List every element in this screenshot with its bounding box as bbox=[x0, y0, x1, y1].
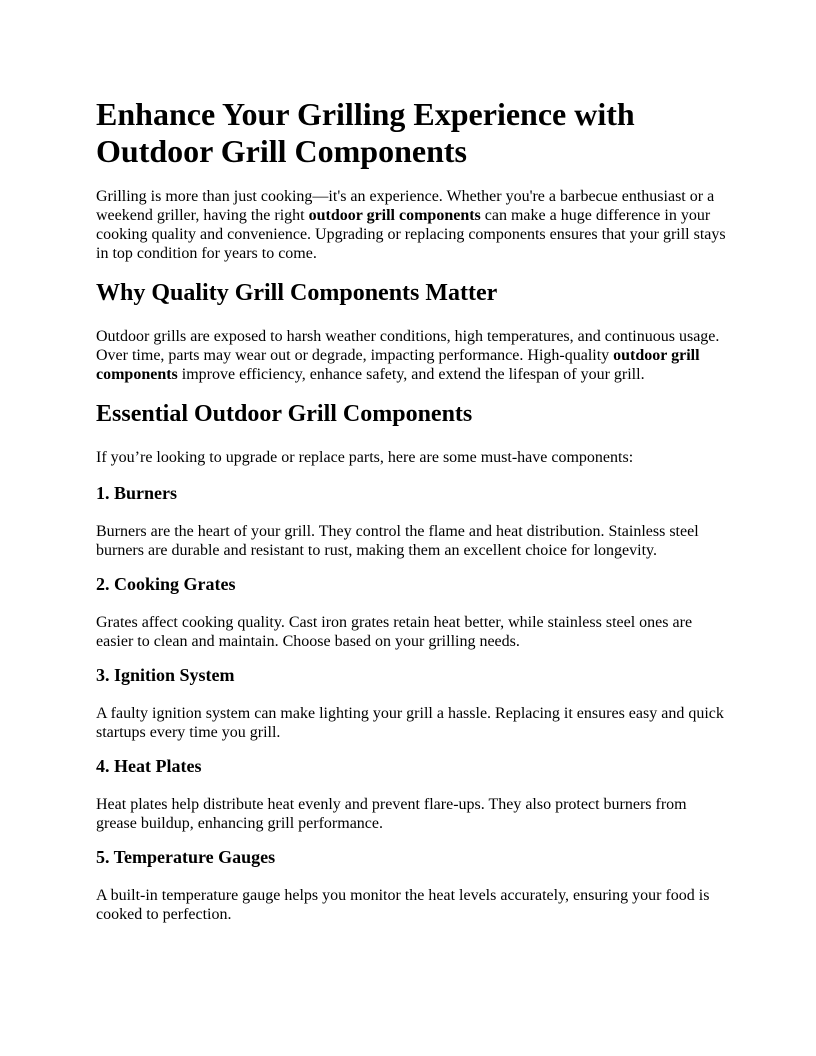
why-heading: Why Quality Grill Components Matter bbox=[96, 280, 498, 306]
why-text-start: Outdoor grills are exposed to harsh weather conditions, high temperatures, and continuous usage. Over time, parts may wear out or degrade, impacting performance. High-quality bbox=[96, 328, 720, 364]
essential-heading: Essential Outdoor Grill Components bbox=[96, 401, 473, 427]
why-keyword: outdoor grill components bbox=[96, 347, 700, 383]
intro-text-end: can make a huge difference in your cooking quality and convenience. Upgrading or replacing components ensures that your grill stays in top condition for years to come. bbox=[96, 207, 726, 262]
component-heading-burners: 1. Burners bbox=[96, 483, 177, 503]
why-text-end: improve efficiency, enhance safety, and extend the lifespan of your grill. bbox=[177, 366, 645, 383]
intro-keyword: outdoor grill components bbox=[308, 207, 481, 224]
component-heading-ignition-system: 3. Ignition System bbox=[96, 665, 235, 685]
intro-text-start: Grilling is more than just cooking—it's an experience. Whether you're a barbecue enthusiast or a weekend griller, having the right bbox=[96, 188, 715, 224]
component-text-cooking-grates: Grates affect cooking quality. Cast iron grates retain heat better, while stainless steel ones are easier to clean and maintain. Choose based on your grilling needs. bbox=[96, 614, 693, 650]
why-paragraph bbox=[96, 327, 726, 384]
document-page bbox=[96, 96, 726, 938]
component-text-ignition-system: A faulty ignition system can make lighting your grill a hassle. Replacing it ensures easy and quick startups every time you grill. bbox=[96, 705, 724, 741]
essential-lead: If you’re looking to upgrade or replace parts, here are some must-have components: bbox=[96, 449, 634, 466]
component-text-burners: Burners are the heart of your grill. They control the flame and heat distribution. Stainless steel burners are durable and resistant to rust, making them an excellent choice for longevity. bbox=[96, 523, 699, 559]
component-text-heat-plates: Heat plates help distribute heat evenly and prevent flare-ups. They also protect burners from grease buildup, enhancing grill performance. bbox=[96, 796, 687, 832]
component-heading-heat-plates: 4. Heat Plates bbox=[96, 756, 202, 776]
intro-paragraph bbox=[96, 187, 726, 263]
page-title: Enhance Your Grilling Experience with Outdoor Grill Components bbox=[96, 96, 635, 169]
component-text-temperature-gauges: A built-in temperature gauge helps you monitor the heat levels accurately, ensuring your food is cooked to perfection. bbox=[96, 887, 710, 923]
component-heading-cooking-grates: 2. Cooking Grates bbox=[96, 574, 236, 594]
component-heading-temperature-gauges: 5. Temperature Gauges bbox=[96, 847, 276, 867]
